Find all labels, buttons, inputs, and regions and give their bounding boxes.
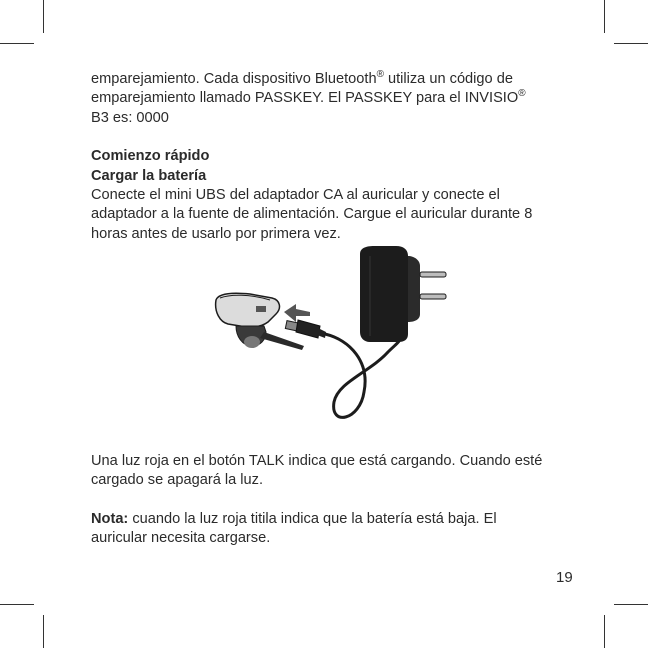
- crop-mark-bottom-right-vertical: [604, 615, 605, 648]
- intro-line-1-start: emparejamiento. Cada dispositivo Bluetooth: [91, 71, 377, 87]
- charging-light-paragraph: Una luz roja en el botón TALK indica que está cargando. Cuando esté cargado se apagará la luz.: [91, 453, 543, 489]
- charger-headset-illustration: [210, 242, 455, 442]
- note-text: cuando la luz roja titila indica que la batería está baja. El auricular necesita cargarse.: [91, 510, 497, 547]
- intro-line-1-end: utiliza un código de: [383, 71, 513, 87]
- registered-mark-2: ®: [518, 88, 526, 100]
- upper-text-block: [91, 70, 581, 244]
- lower-text-block: [91, 452, 581, 549]
- insert-arrow-icon: [284, 304, 310, 322]
- ac-adapter-icon: [360, 246, 446, 342]
- crop-mark-bottom-left-horizontal: [0, 604, 34, 605]
- note-label: Nota:: [91, 510, 129, 527]
- section-subheading: Cargar la batería: [91, 167, 207, 184]
- section-body: Conecte el mini UBS del adaptador CA al auricular y conecte el adaptador a la fuente de alimentación. Cargue el auricular durante 8 horas antes de usarlo por primera vez.: [91, 187, 533, 242]
- crop-mark-top-right-horizontal: [614, 43, 648, 44]
- registered-mark: ®: [376, 69, 384, 80]
- intro-line-3: B3 es: 0000: [91, 109, 169, 126]
- usb-plug-icon: [285, 320, 326, 338]
- crop-mark-bottom-left-vertical: [43, 615, 44, 648]
- crop-mark-bottom-right-horizontal: [614, 604, 648, 605]
- intro-line-1: [91, 70, 581, 89]
- section-heading: Comienzo rápido: [91, 148, 210, 165]
- note-paragraph: [91, 510, 543, 549]
- crop-mark-top-left-vertical: [43, 0, 44, 33]
- crop-mark-top-left-horizontal: [0, 43, 34, 44]
- crop-mark-top-right-vertical: [604, 0, 605, 33]
- intro-line-2-text: emparejamiento llamado PASSKEY. El PASSKEY para el INVISIO: [91, 90, 519, 107]
- intro-line-2: [91, 89, 581, 108]
- page-number: 19: [556, 569, 573, 586]
- charger-cable: [325, 334, 400, 417]
